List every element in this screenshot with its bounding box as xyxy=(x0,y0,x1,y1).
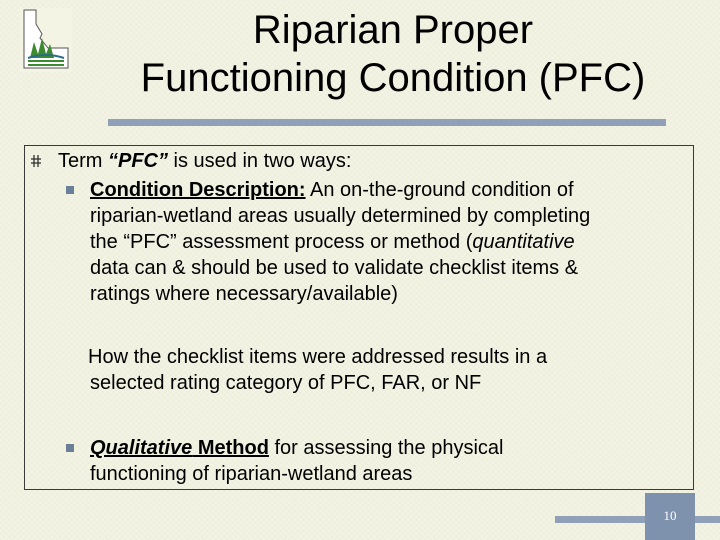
item1-line-3 xyxy=(90,229,575,255)
square-bullet-icon xyxy=(66,186,74,194)
item1-line-5: ratings where necessary/available) xyxy=(90,283,398,305)
item1-line-2: riparian-wetland areas usually determined by completing xyxy=(90,205,591,227)
idaho-riparian-logo xyxy=(20,8,72,72)
intro-term: “PFC” xyxy=(108,150,168,172)
page-number: 10 xyxy=(663,508,677,523)
item1-line-1 xyxy=(90,177,574,203)
intro-line xyxy=(58,148,351,174)
title-line-2: Functioning Condition (PFC) xyxy=(140,56,646,100)
note-line-1: How the checklist items were addressed results in a xyxy=(88,346,548,368)
item1-text-1: An on-the-ground condition of xyxy=(305,179,574,201)
title-line-1: Riparian Proper xyxy=(252,8,534,52)
note-line-2: selected rating category of PFC, FAR, or NF xyxy=(90,372,482,394)
title-divider-bar xyxy=(108,119,666,126)
item1-line-4: data can & should be used to validate checklist items & xyxy=(90,257,579,279)
item1-text-3: the “PFC” assessment process or method ( xyxy=(90,231,473,253)
qualitative-word: Qualitative xyxy=(90,437,193,459)
intro-post: is used in two ways: xyxy=(168,150,352,172)
item2-text-1: for assessing the physical xyxy=(268,437,504,459)
item2-line-2: functioning of riparian-wetland areas xyxy=(90,463,413,485)
condition-description-label: Condition Description: xyxy=(90,179,306,201)
item2-line-1 xyxy=(90,435,503,461)
quantitative-word: quantitative xyxy=(472,231,575,253)
hash-bullet-icon xyxy=(31,154,41,168)
intro-pre: Term xyxy=(58,150,108,172)
slide-title xyxy=(80,6,706,102)
method-word: Method xyxy=(192,437,269,459)
qualitative-method-label xyxy=(90,437,269,459)
square-bullet-icon xyxy=(66,444,74,452)
footer-bar xyxy=(555,516,720,523)
